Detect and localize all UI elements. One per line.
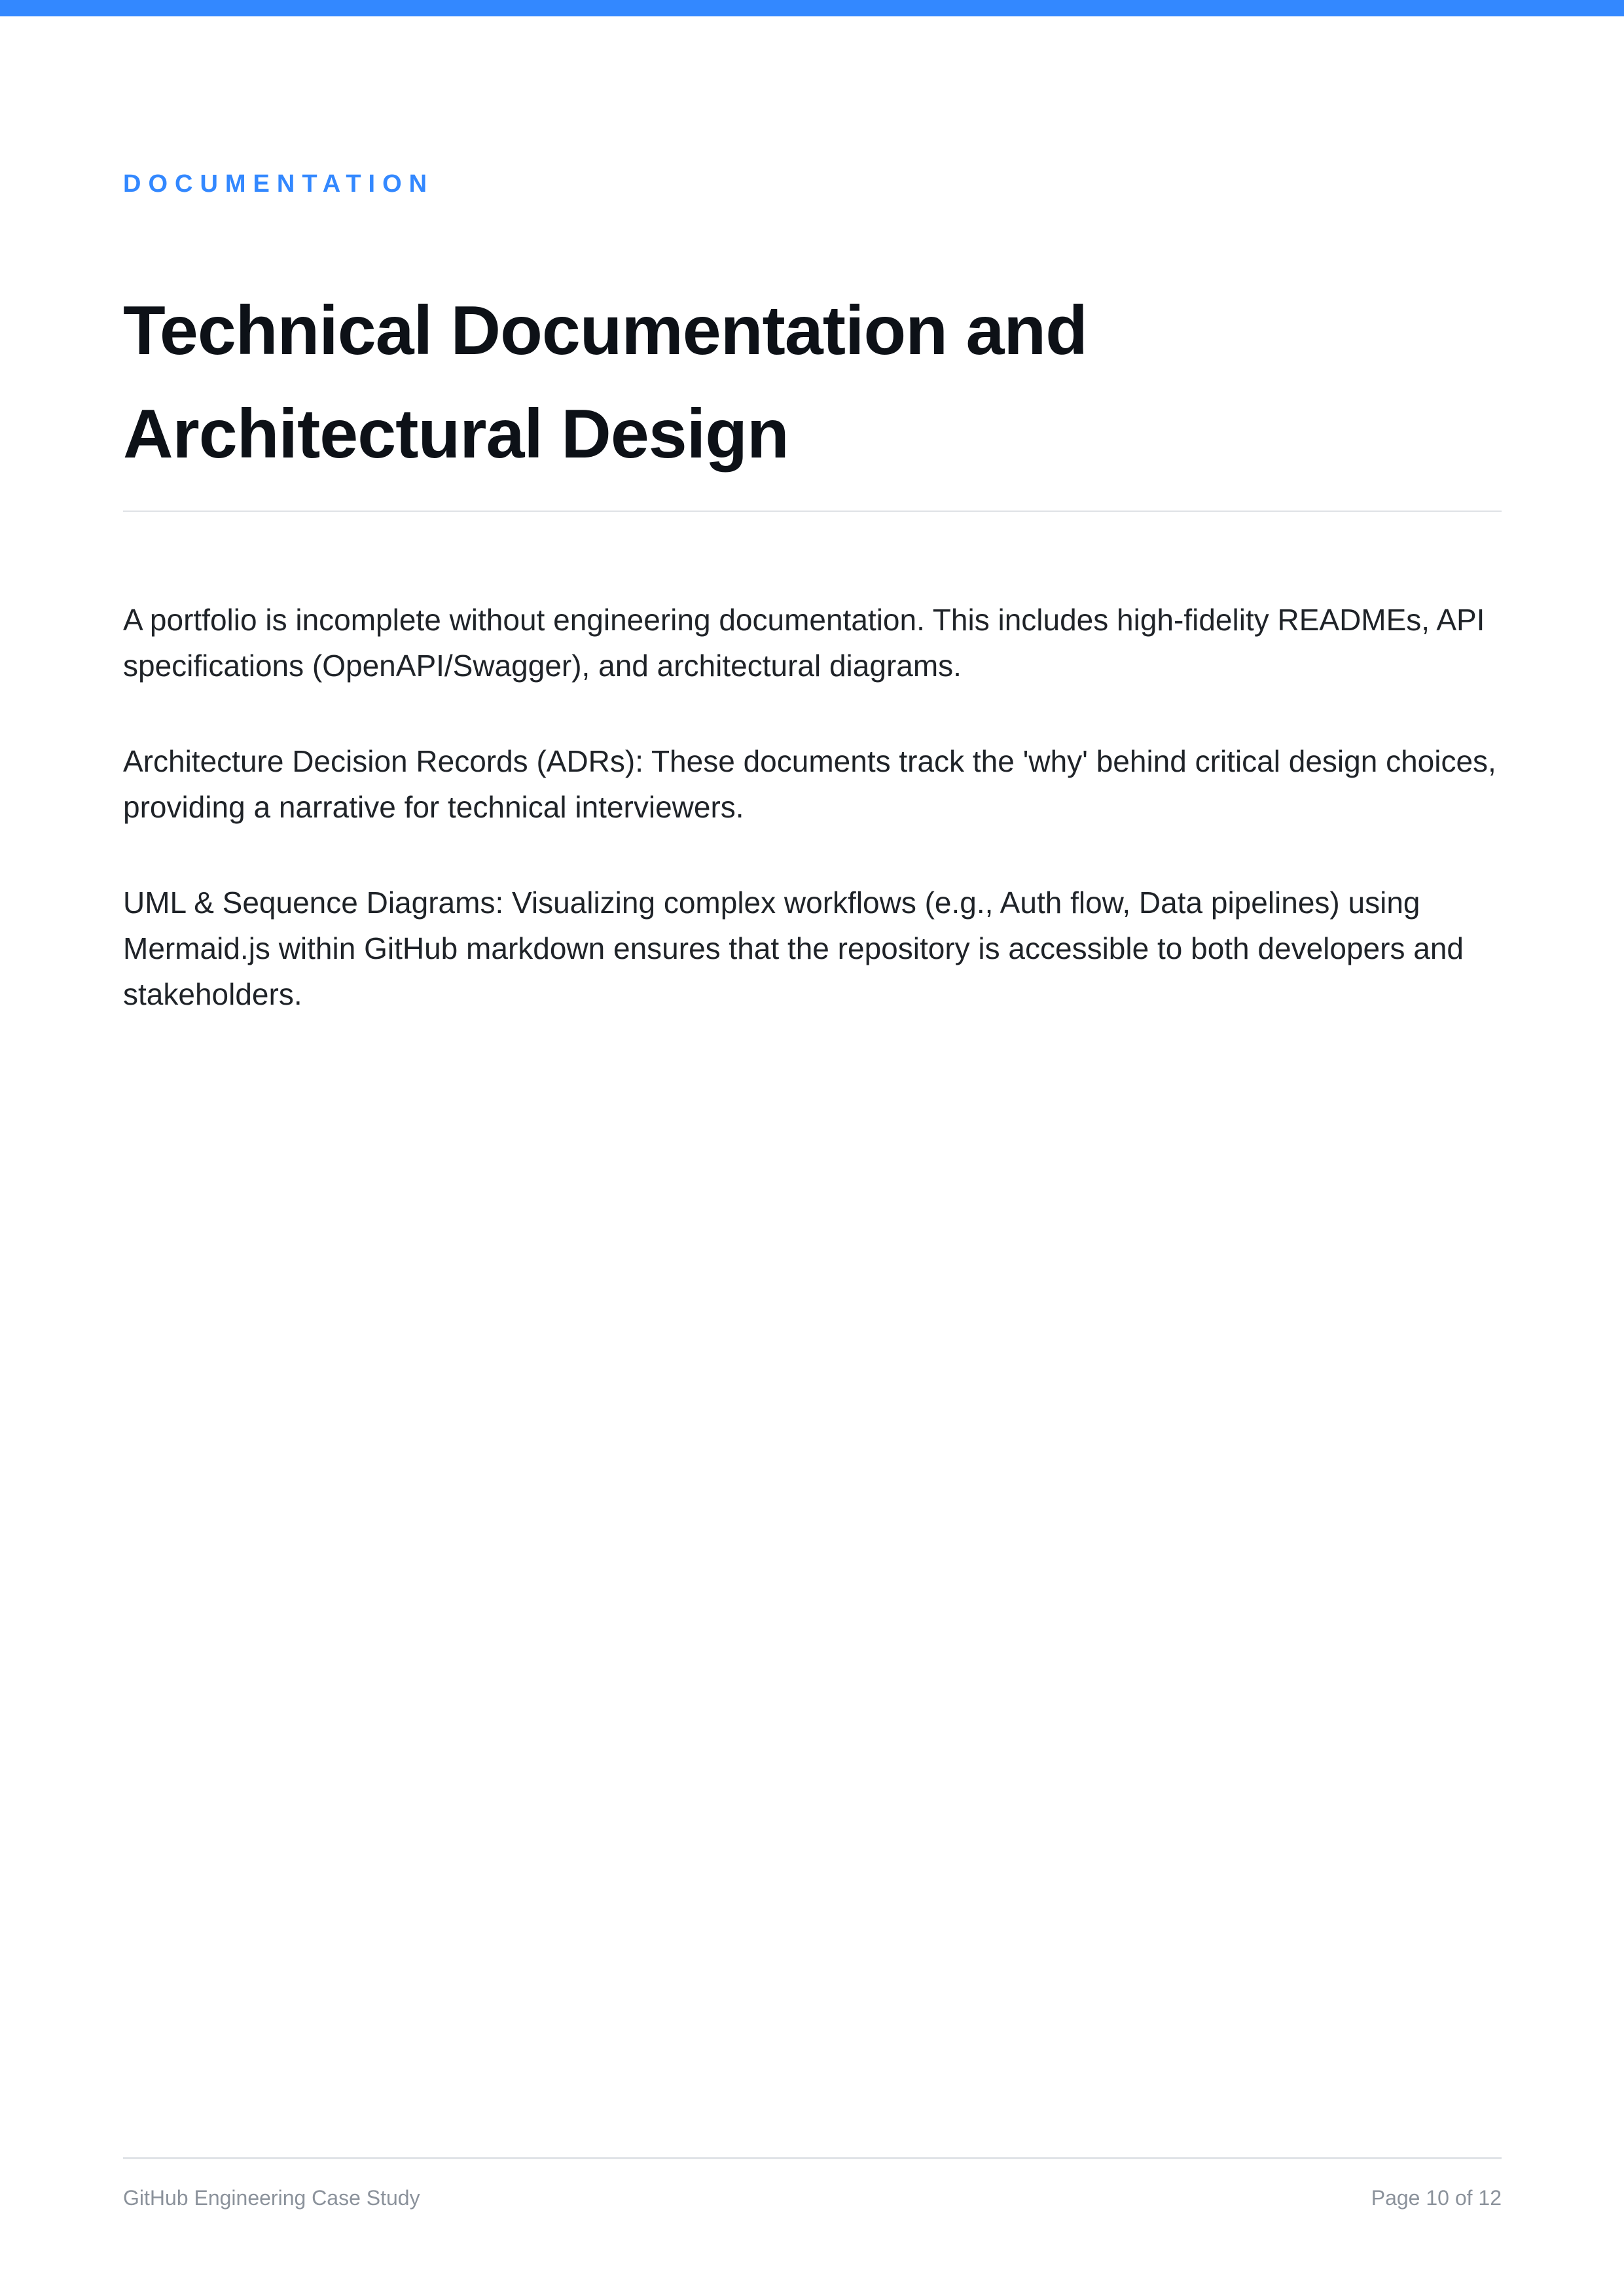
paragraph-uml: UML & Sequence Diagrams: Visualizing complex workflows (e.g., Auth flow, Data pipelines) using Mermaid.js within GitHub markdown ensures that the repository is accessible to both developers and stakeholders. (123, 886, 1464, 1011)
page-title-line-2: Architectural Design (123, 395, 789, 473)
section-eyebrow: DOCUMENTATION (123, 170, 435, 198)
body-text (123, 597, 1502, 1017)
title-divider (123, 511, 1502, 512)
paragraph-adrs: Architecture Decision Records (ADRs): These documents track the 'why' behind critical design choices, providing a narrative for technical interviewers. (123, 744, 1496, 824)
page-content (123, 168, 1502, 1067)
footer-page-number: Page 10 of 12 (1371, 2186, 1502, 2210)
page-title-line-1: Technical Documentation and (123, 292, 1087, 369)
paragraph-intro: A portfolio is incomplete without engineering documentation. This includes high-fidelity READMEs, API specifications (OpenAPI/Swagger), and architectural diagrams. (123, 603, 1485, 683)
page-title (123, 279, 1502, 486)
top-accent-bar (0, 0, 1624, 16)
footer-document-title: GitHub Engineering Case Study (123, 2186, 420, 2210)
footer-divider (123, 2157, 1502, 2159)
